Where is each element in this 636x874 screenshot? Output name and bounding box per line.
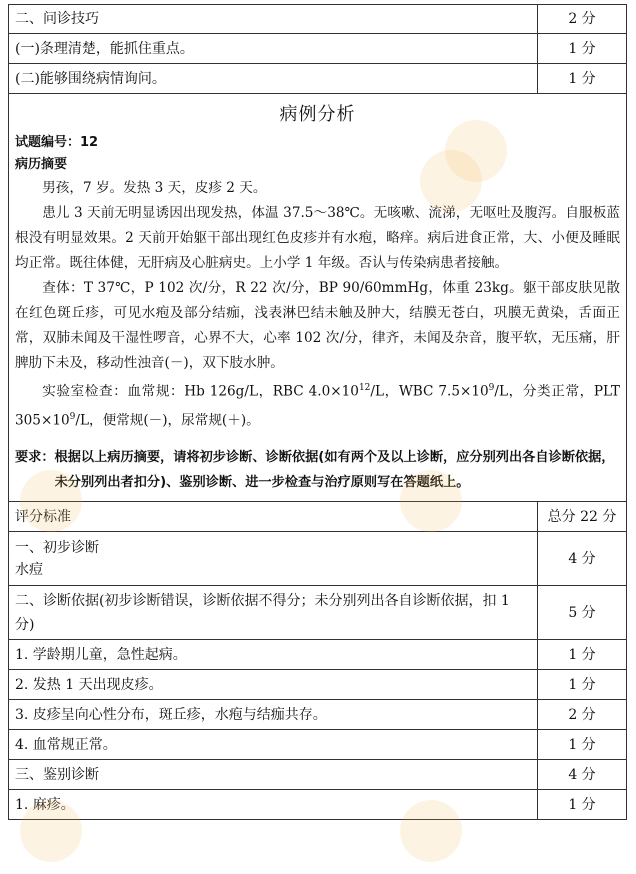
table-row [9, 670, 627, 700]
table-row [9, 532, 627, 586]
row-label: 1. 学龄期儿童，急性起病。 [9, 640, 538, 670]
row-score: 4 分 [538, 532, 627, 586]
row-score: 4 分 [538, 760, 627, 790]
row-score: 2 分 [538, 700, 627, 730]
row-label-line: 水痘 [15, 561, 43, 578]
case-lab-exam [15, 376, 620, 433]
row-score: 1 分 [538, 640, 627, 670]
table-row [9, 790, 627, 820]
lab-exponent: 12 [358, 383, 371, 393]
row-label: 三、鉴别诊断 [9, 760, 538, 790]
row-label: 2. 发热 1 天出现皮疹。 [9, 670, 538, 700]
lab-text: /L，WBC 7.5×10 [370, 383, 489, 400]
row-score: 1 分 [538, 670, 627, 700]
row-label: 4. 血常规正常。 [9, 730, 538, 760]
requirement-text: 要求：根据以上病历摘要，请将初步诊断、诊断依据(如有两个及以上诊断，应分别列出各自诊断依据，未分别列出者扣分)、鉴别诊断、进一步检查与治疗原则写在答题纸上。 [15, 450, 615, 491]
table-header-row [9, 502, 627, 532]
lab-exponent: 9 [69, 411, 76, 422]
table-row [9, 5, 627, 34]
summary-label: 病历摘要 [15, 157, 68, 172]
table-row [9, 64, 627, 94]
document-page [8, 4, 627, 820]
question-id: 试题编号：12 [15, 135, 99, 150]
table-row [9, 640, 627, 670]
lab-text: /L，便常规(－)，尿常规(＋)。 [75, 412, 260, 429]
table-row [9, 34, 627, 64]
row-label: (一)条理清楚，能抓住重点。 [9, 34, 538, 64]
lab-exponent: 9 [488, 383, 495, 393]
row-label: 1. 麻疹。 [9, 790, 538, 820]
grading-header-label: 评分标准 [9, 502, 538, 532]
row-score: 1 分 [538, 790, 627, 820]
case-history: 患儿 3 天前无明显诱因出现发热，体温 37.5～38℃。无咳嗽、流涕，无呕吐及腹泻。自服板蓝根没有明显效果。2 天前开始躯干部出现红色皮疹并有水疱，略痒。病后进食正常，大、小便及睡眠均正常。既往体健，无肝病及心脏病史。上小学 1 年级。否认与传染病患者接触。 [15, 205, 620, 271]
row-label: 3. 皮疹呈向心性分布，斑丘疹，水疱与结痂共存。 [9, 700, 538, 730]
case-title: 病例分析 [279, 104, 356, 125]
table-row [9, 700, 627, 730]
table-row [9, 760, 627, 790]
consultation-score-table [8, 4, 627, 94]
row-label: (二)能够围绕病情询问。 [9, 64, 538, 94]
row-score: 1 分 [538, 34, 627, 64]
row-score: 5 分 [538, 586, 627, 640]
row-score: 1 分 [538, 64, 627, 94]
table-row [9, 586, 627, 640]
lab-text: /L，分类正常，PLT 305×10 [15, 383, 620, 429]
row-score: 2 分 [538, 5, 627, 34]
lab-text: 实验室检查：血常规：Hb 126g/L，RBC 4.0×10 [42, 383, 359, 400]
row-score: 1 分 [538, 730, 627, 760]
grading-table [8, 501, 627, 820]
row-label [9, 532, 538, 586]
case-physical-exam: 查体：T 37℃，P 102 次/分，R 22 次/分，BP 90/60mmHg，体重 23kg。躯干部皮肤见散在红色斑丘疹，可见水疱及部分结痂，浅表淋巴结未触及肿大，结膜无苍白，巩膜无黄染，舌面正常，双肺未闻及干湿性啰音，心界不大，心率 102 次/分，律齐，未闻及杂音，腹平软，无压痛，肝脾肋下未及，移动性浊音(－)，双下肢水肿。 [15, 280, 620, 371]
row-label: 二、问诊技巧 [9, 5, 538, 34]
row-label: 二、诊断依据(初步诊断错误，诊断依据不得分；未分别列出各自诊断依据，扣 1 分) [9, 586, 538, 640]
case-section [8, 94, 627, 501]
grading-header-total: 总分 22 分 [538, 502, 627, 532]
case-intro: 男孩，7 岁。发热 3 天，皮疹 2 天。 [42, 180, 267, 196]
table-row [9, 730, 627, 760]
row-label-line: 一、初步诊断 [15, 539, 99, 556]
